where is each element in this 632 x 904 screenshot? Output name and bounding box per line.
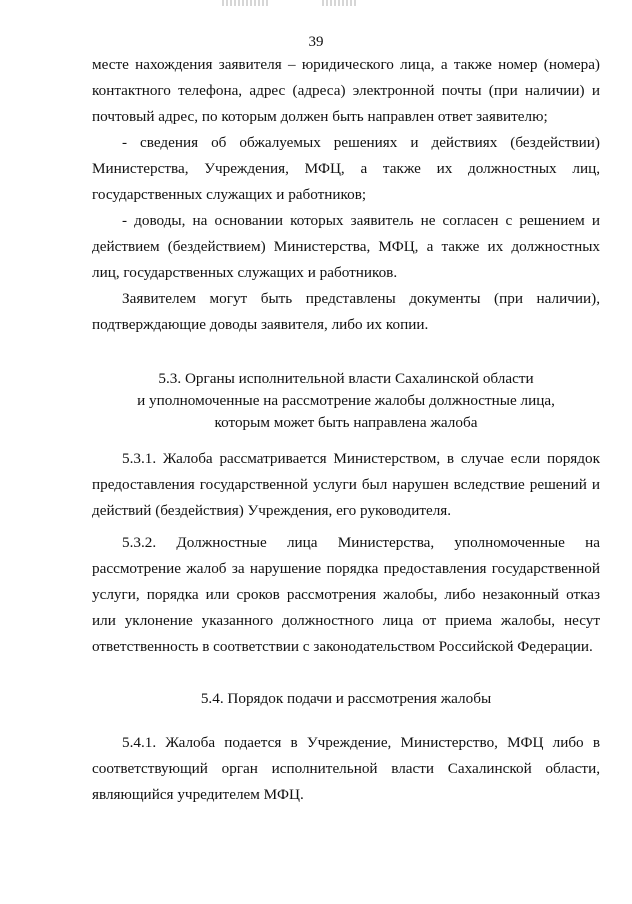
- paragraph-5-4-1: 5.4.1. Жалоба подается в Учреждение, Министерство, МФЦ либо в соответствующий орган исполнительной власти Сахалинской области, являющийся учредителем МФЦ.: [92, 734, 600, 803]
- paragraph-decisions: - сведения об обжалуемых решениях и действиях (бездействии) Министерства, Учреждения, МФЦ, а также их должностных лиц, государственных служащих и работников;: [92, 134, 600, 203]
- scan-artifact: [322, 0, 358, 6]
- heading-line: которым может быть направлена жалоба: [214, 414, 478, 431]
- paragraph-documents: Заявителем могут быть представлены документы (при наличии), подтверждающие доводы заявителя, либо их копии.: [92, 290, 600, 333]
- page-number: 39: [308, 34, 324, 50]
- paragraph-arguments: - доводы, на основании которых заявитель не согласен с решением и действием (бездействием) Министерства, МФЦ, а также их должностных лиц, государственных служащих и работников.: [92, 212, 600, 281]
- paragraph-5-3-1: 5.3.1. Жалоба рассматривается Министерством, в случае если порядок предоставления государственной услуги был нарушен вследствие решений и действий (бездействия) Учреждения, его руководителя.: [92, 450, 600, 519]
- heading-line: 5.3. Органы исполнительной власти Сахалинской области: [158, 370, 534, 387]
- section-heading-5-3: [92, 368, 600, 434]
- section-heading-5-4: 5.4. Порядок подачи и рассмотрения жалобы: [200, 690, 492, 707]
- scan-artifact: [222, 0, 270, 6]
- paragraph-5-3-2: 5.3.2. Должностные лица Министерства, уполномоченные на рассмотрение жалоб за нарушение порядка предоставления государственной услуги, порядка или сроков рассмотрения жалобы, либо незаконный отказ или уклонение указанного должностного лица от приема жалобы, несут ответственность в соответствии с законодательством Российской Федерации.: [92, 534, 600, 655]
- paragraph-contact-info: месте нахождения заявителя – юридического лица, а также номер (номера) контактного телефона, адрес (адреса) электронной почты (при наличии) и почтовый адрес, по которым должен быть направлен ответ заявителю;: [92, 56, 600, 125]
- heading-line: и уполномоченные на рассмотрение жалобы должностные лица,: [137, 392, 555, 409]
